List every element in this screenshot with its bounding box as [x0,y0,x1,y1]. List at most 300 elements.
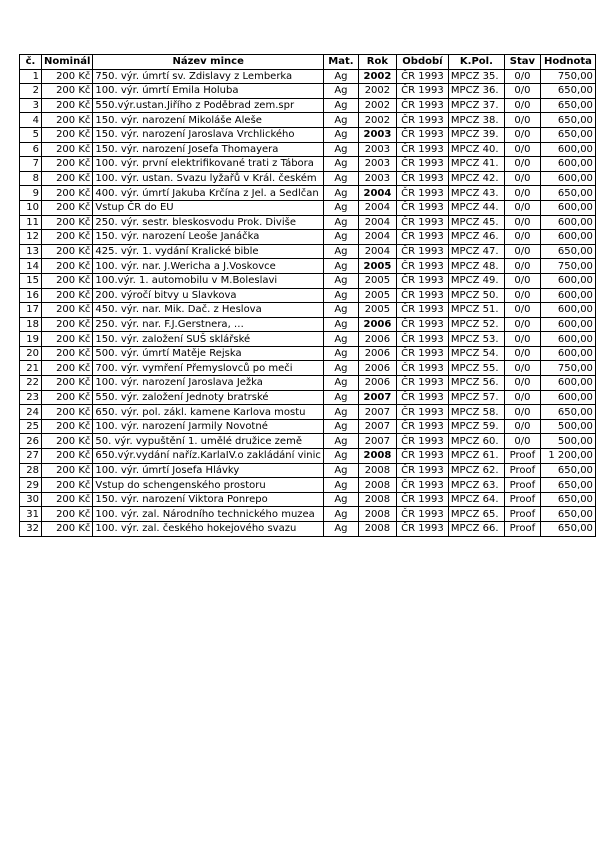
cell-catalog: MPCZ 57. [448,390,504,405]
cell-catalog: MPCZ 52. [448,317,504,332]
cell-value: 750,00 [540,259,595,274]
cell-year: 2008 [358,492,396,507]
cell-condition: 0/0 [504,390,540,405]
table-row [20,127,596,142]
cell-year: 2005 [358,288,396,303]
cell-material: Ag [323,200,358,215]
col-header-condition: Stav [504,55,540,70]
cell-nominal: 200 Kč [42,200,93,215]
cell-nominal: 200 Kč [42,478,93,493]
table-row [20,332,596,347]
cell-value: 600,00 [540,332,595,347]
cell-name: 500. výr. úmrtí Matěje Rejska [93,346,324,361]
cell-year: 2008 [358,507,396,522]
cell-year: 2006 [358,376,396,391]
cell-period: ČR 1993 [396,244,448,259]
cell-catalog: MPCZ 40. [448,142,504,157]
cell-condition: 0/0 [504,332,540,347]
cell-period: ČR 1993 [396,390,448,405]
cell-year: 2002 [358,69,396,84]
table-header-row [20,55,596,70]
cell-condition: Proof [504,522,540,537]
cell-year: 2008 [358,522,396,537]
cell-value: 650,00 [540,113,595,128]
cell-year: 2007 [358,419,396,434]
cell-value: 600,00 [540,157,595,172]
cell-number: 32 [20,522,42,537]
table-row [20,171,596,186]
cell-number: 27 [20,449,42,464]
cell-material: Ag [323,449,358,464]
cell-condition: 0/0 [504,98,540,113]
cell-year: 2004 [358,215,396,230]
cell-value: 600,00 [540,200,595,215]
cell-condition: 0/0 [504,419,540,434]
cell-condition: 0/0 [504,434,540,449]
cell-name: 100. výr. nar. J.Wericha a J.Voskovce [93,259,324,274]
cell-material: Ag [323,84,358,99]
cell-period: ČR 1993 [396,273,448,288]
cell-nominal: 200 Kč [42,405,93,420]
cell-name: 100. výr. zal. Národního technického muzea [93,507,324,522]
cell-catalog: MPCZ 42. [448,171,504,186]
col-header-material: Mat. [323,55,358,70]
cell-condition: 0/0 [504,127,540,142]
cell-period: ČR 1993 [396,303,448,318]
cell-period: ČR 1993 [396,449,448,464]
cell-period: ČR 1993 [396,171,448,186]
cell-name: 550.výr.ustan.Jiřího z Poděbrad zem.spr [93,98,324,113]
cell-condition: 0/0 [504,157,540,172]
cell-nominal: 200 Kč [42,142,93,157]
cell-name: 150. výr. narození Viktora Ponrepo [93,492,324,507]
cell-catalog: MPCZ 50. [448,288,504,303]
cell-name: 100. výr. ustan. Svazu lyžařů v Král. českém [93,171,324,186]
cell-number: 20 [20,346,42,361]
col-header-period: Období [396,55,448,70]
table-row [20,69,596,84]
cell-catalog: MPCZ 55. [448,361,504,376]
cell-nominal: 200 Kč [42,84,93,99]
cell-value: 500,00 [540,419,595,434]
cell-period: ČR 1993 [396,69,448,84]
cell-condition: Proof [504,492,540,507]
cell-material: Ag [323,230,358,245]
cell-period: ČR 1993 [396,200,448,215]
col-header-name: Název mince [93,55,324,70]
table-row [20,361,596,376]
cell-value: 600,00 [540,273,595,288]
cell-number: 2 [20,84,42,99]
table-row [20,419,596,434]
cell-catalog: MPCZ 44. [448,200,504,215]
cell-material: Ag [323,332,358,347]
table-row [20,405,596,420]
cell-catalog: MPCZ 62. [448,463,504,478]
cell-number: 29 [20,478,42,493]
cell-year: 2003 [358,157,396,172]
cell-name: Vstup do schengenského prostoru [93,478,324,493]
cell-value: 650,00 [540,507,595,522]
cell-nominal: 200 Kč [42,244,93,259]
cell-nominal: 200 Kč [42,434,93,449]
cell-year: 2002 [358,113,396,128]
cell-nominal: 200 Kč [42,171,93,186]
cell-value: 600,00 [540,376,595,391]
cell-material: Ag [323,376,358,391]
cell-name: 150. výr. založení SUŠ sklářské [93,332,324,347]
table-row [20,157,596,172]
cell-catalog: MPCZ 53. [448,332,504,347]
cell-catalog: MPCZ 36. [448,84,504,99]
cell-condition: 0/0 [504,405,540,420]
cell-nominal: 200 Kč [42,376,93,391]
cell-nominal: 200 Kč [42,346,93,361]
table-row [20,142,596,157]
col-header-nominal: Nominál [42,55,93,70]
cell-number: 13 [20,244,42,259]
cell-catalog: MPCZ 58. [448,405,504,420]
cell-material: Ag [323,492,358,507]
cell-catalog: MPCZ 59. [448,419,504,434]
cell-value: 600,00 [540,317,595,332]
cell-condition: Proof [504,463,540,478]
cell-name: 100. výr. zal. českého hokejového svazu [93,522,324,537]
cell-value: 600,00 [540,142,595,157]
cell-year: 2008 [358,449,396,464]
cell-nominal: 200 Kč [42,492,93,507]
cell-catalog: MPCZ 63. [448,478,504,493]
col-header-year: Rok [358,55,396,70]
cell-material: Ag [323,259,358,274]
cell-catalog: MPCZ 66. [448,522,504,537]
cell-year: 2007 [358,390,396,405]
cell-nominal: 200 Kč [42,69,93,84]
cell-condition: 0/0 [504,186,540,201]
cell-name: 700. výr. vymření Přemyslovců po meči [93,361,324,376]
cell-nominal: 200 Kč [42,230,93,245]
table-row [20,259,596,274]
cell-value: 650,00 [540,244,595,259]
cell-nominal: 200 Kč [42,317,93,332]
cell-material: Ag [323,69,358,84]
cell-period: ČR 1993 [396,142,448,157]
cell-number: 16 [20,288,42,303]
cell-year: 2008 [358,478,396,493]
cell-value: 650,00 [540,478,595,493]
cell-number: 17 [20,303,42,318]
cell-value: 600,00 [540,171,595,186]
cell-value: 600,00 [540,230,595,245]
cell-value: 1 200,00 [540,449,595,464]
cell-name: 200. výročí bitvy u Slavkova [93,288,324,303]
cell-number: 8 [20,171,42,186]
cell-period: ČR 1993 [396,419,448,434]
table-row [20,303,596,318]
cell-catalog: MPCZ 37. [448,98,504,113]
cell-nominal: 200 Kč [42,288,93,303]
cell-condition: 0/0 [504,215,540,230]
cell-number: 6 [20,142,42,157]
cell-nominal: 200 Kč [42,186,93,201]
cell-period: ČR 1993 [396,346,448,361]
cell-material: Ag [323,127,358,142]
col-header-number: č. [20,55,42,70]
cell-material: Ag [323,171,358,186]
table-row [20,463,596,478]
cell-catalog: MPCZ 60. [448,434,504,449]
cell-nominal: 200 Kč [42,419,93,434]
cell-year: 2006 [358,361,396,376]
cell-value: 650,00 [540,98,595,113]
cell-number: 1 [20,69,42,84]
cell-number: 15 [20,273,42,288]
cell-name: 400. výr. úmrtí Jakuba Krčína z Jel. a Sedlčan [93,186,324,201]
cell-value: 650,00 [540,463,595,478]
cell-material: Ag [323,463,358,478]
cell-name: 250. výr. sestr. bleskosvodu Prok. Diviše [93,215,324,230]
cell-nominal: 200 Kč [42,157,93,172]
cell-condition: 0/0 [504,317,540,332]
cell-name: Vstup ČR do EU [93,200,324,215]
cell-period: ČR 1993 [396,507,448,522]
cell-name: 650.výr.vydání naříz.KarlaIV.o zakládání vinic [93,449,324,464]
cell-catalog: MPCZ 38. [448,113,504,128]
cell-period: ČR 1993 [396,215,448,230]
table-row [20,522,596,537]
cell-year: 2003 [358,142,396,157]
cell-condition: 0/0 [504,376,540,391]
cell-condition: 0/0 [504,171,540,186]
cell-year: 2007 [358,434,396,449]
cell-year: 2005 [358,259,396,274]
cell-number: 22 [20,376,42,391]
table-row [20,215,596,230]
cell-value: 600,00 [540,288,595,303]
cell-period: ČR 1993 [396,405,448,420]
cell-catalog: MPCZ 48. [448,259,504,274]
coin-table [19,54,596,537]
cell-year: 2006 [358,317,396,332]
cell-year: 2004 [358,186,396,201]
cell-condition: 0/0 [504,273,540,288]
cell-name: 100. výr. narození Jaroslava Ježka [93,376,324,391]
cell-catalog: MPCZ 56. [448,376,504,391]
cell-number: 4 [20,113,42,128]
cell-material: Ag [323,419,358,434]
cell-nominal: 200 Kč [42,215,93,230]
cell-value: 650,00 [540,127,595,142]
table-row [20,200,596,215]
table-body [20,69,596,536]
cell-period: ČR 1993 [396,113,448,128]
cell-value: 750,00 [540,69,595,84]
table-row [20,288,596,303]
table-row [20,317,596,332]
cell-catalog: MPCZ 39. [448,127,504,142]
cell-catalog: MPCZ 41. [448,157,504,172]
cell-number: 24 [20,405,42,420]
cell-name: 450. výr. nar. Mik. Dač. z Heslova [93,303,324,318]
cell-nominal: 200 Kč [42,522,93,537]
cell-number: 3 [20,98,42,113]
cell-nominal: 200 Kč [42,273,93,288]
cell-name: 150. výr. narození Mikoláše Aleše [93,113,324,128]
cell-period: ČR 1993 [396,259,448,274]
cell-name: 250. výr. nar. F.J.Gerstnera, … [93,317,324,332]
cell-name: 100. výr. úmrtí Josefa Hlávky [93,463,324,478]
cell-period: ČR 1993 [396,463,448,478]
table-row [20,244,596,259]
cell-number: 11 [20,215,42,230]
cell-period: ČR 1993 [396,288,448,303]
cell-value: 650,00 [540,492,595,507]
cell-catalog: MPCZ 49. [448,273,504,288]
cell-year: 2007 [358,405,396,420]
cell-number: 14 [20,259,42,274]
cell-number: 30 [20,492,42,507]
cell-period: ČR 1993 [396,157,448,172]
cell-condition: 0/0 [504,113,540,128]
cell-condition: 0/0 [504,69,540,84]
table-row [20,113,596,128]
cell-catalog: MPCZ 65. [448,507,504,522]
cell-nominal: 200 Kč [42,303,93,318]
cell-catalog: MPCZ 45. [448,215,504,230]
cell-year: 2005 [358,273,396,288]
cell-value: 650,00 [540,84,595,99]
cell-nominal: 200 Kč [42,113,93,128]
cell-year: 2002 [358,84,396,99]
cell-condition: Proof [504,478,540,493]
cell-name: 50. výr. vypuštění 1. umělé družice země [93,434,324,449]
table-row [20,186,596,201]
cell-condition: 0/0 [504,361,540,376]
table-row [20,492,596,507]
cell-year: 2005 [358,303,396,318]
cell-catalog: MPCZ 54. [448,346,504,361]
cell-value: 600,00 [540,390,595,405]
cell-material: Ag [323,507,358,522]
cell-period: ČR 1993 [396,376,448,391]
cell-value: 600,00 [540,303,595,318]
table-row [20,273,596,288]
cell-material: Ag [323,157,358,172]
cell-period: ČR 1993 [396,522,448,537]
table-row [20,98,596,113]
cell-catalog: MPCZ 47. [448,244,504,259]
cell-condition: 0/0 [504,84,540,99]
cell-material: Ag [323,303,358,318]
cell-material: Ag [323,244,358,259]
cell-name: 100. výr. narození Jarmily Novotné [93,419,324,434]
cell-name: 750. výr. úmrtí sv. Zdislavy z Lemberka [93,69,324,84]
cell-condition: 0/0 [504,244,540,259]
cell-year: 2004 [358,244,396,259]
cell-name: 650. výr. pol. zákl. kamene Karlova mostu [93,405,324,420]
cell-number: 25 [20,419,42,434]
cell-material: Ag [323,522,358,537]
cell-year: 2006 [358,332,396,347]
cell-number: 12 [20,230,42,245]
cell-period: ČR 1993 [396,84,448,99]
cell-year: 2004 [358,230,396,245]
cell-name: 100. výr. úmrtí Emila Holuba [93,84,324,99]
cell-period: ČR 1993 [396,186,448,201]
cell-number: 21 [20,361,42,376]
table-row [20,507,596,522]
cell-name: 150. výr. narození Josefa Thomayera [93,142,324,157]
cell-condition: 0/0 [504,303,540,318]
cell-material: Ag [323,186,358,201]
cell-number: 31 [20,507,42,522]
cell-period: ČR 1993 [396,492,448,507]
cell-name: 100.výr. 1. automobilu v M.Boleslavi [93,273,324,288]
cell-number: 5 [20,127,42,142]
table-row [20,449,596,464]
cell-period: ČR 1993 [396,230,448,245]
cell-condition: 0/0 [504,288,540,303]
cell-condition: 0/0 [504,142,540,157]
cell-catalog: MPCZ 61. [448,449,504,464]
cell-number: 23 [20,390,42,405]
cell-number: 9 [20,186,42,201]
table-row [20,434,596,449]
cell-nominal: 200 Kč [42,390,93,405]
cell-value: 650,00 [540,522,595,537]
cell-material: Ag [323,434,358,449]
cell-nominal: 200 Kč [42,449,93,464]
cell-period: ČR 1993 [396,434,448,449]
cell-name: 150. výr. narození Jaroslava Vrchlického [93,127,324,142]
cell-value: 650,00 [540,186,595,201]
cell-number: 18 [20,317,42,332]
cell-nominal: 200 Kč [42,507,93,522]
cell-period: ČR 1993 [396,127,448,142]
cell-number: 10 [20,200,42,215]
cell-name: 100. výr. první elektrifikované trati z Tábora [93,157,324,172]
cell-number: 7 [20,157,42,172]
cell-catalog: MPCZ 43. [448,186,504,201]
cell-material: Ag [323,98,358,113]
cell-value: 650,00 [540,405,595,420]
cell-material: Ag [323,317,358,332]
cell-value: 600,00 [540,346,595,361]
cell-catalog: MPCZ 46. [448,230,504,245]
col-header-catalog: K.Pol. [448,55,504,70]
cell-year: 2002 [358,98,396,113]
cell-period: ČR 1993 [396,98,448,113]
cell-value: 750,00 [540,361,595,376]
cell-year: 2003 [358,127,396,142]
cell-nominal: 200 Kč [42,463,93,478]
table-row [20,230,596,245]
cell-name: 550. výr. založení Jednoty bratrské [93,390,324,405]
col-header-value: Hodnota [540,55,595,70]
cell-material: Ag [323,273,358,288]
cell-condition: 0/0 [504,346,540,361]
cell-name: 150. výr. narození Leoše Janáčka [93,230,324,245]
cell-material: Ag [323,405,358,420]
cell-period: ČR 1993 [396,317,448,332]
cell-catalog: MPCZ 64. [448,492,504,507]
cell-condition: Proof [504,449,540,464]
cell-condition: 0/0 [504,230,540,245]
cell-period: ČR 1993 [396,361,448,376]
table-row [20,478,596,493]
cell-number: 28 [20,463,42,478]
cell-number: 19 [20,332,42,347]
